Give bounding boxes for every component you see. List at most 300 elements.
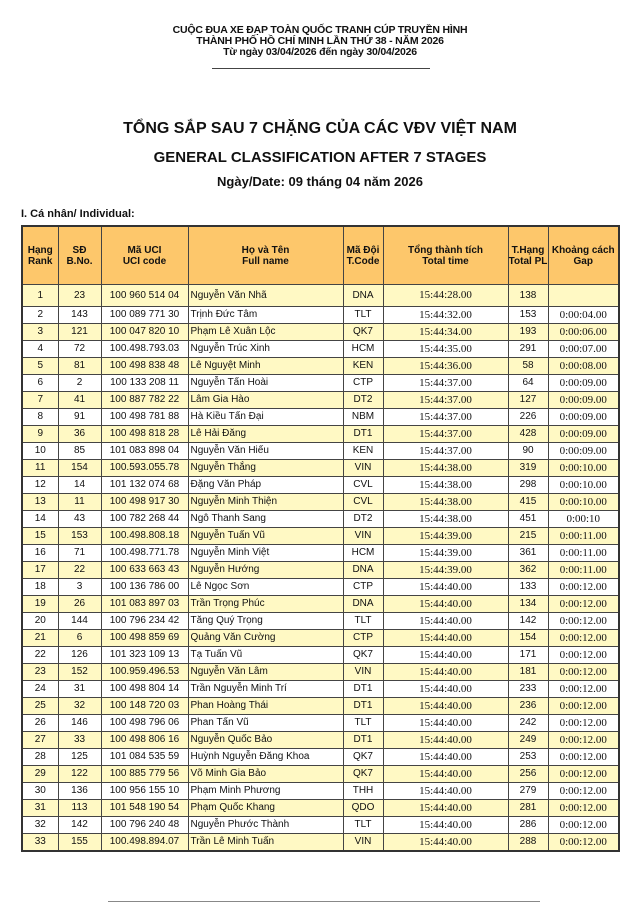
cell-rank: 21 (22, 630, 58, 647)
column-header-uci-code (101, 226, 188, 285)
column-header-vn: T.Hạng (511, 244, 545, 256)
cell-rank: 5 (22, 358, 58, 375)
cell-gap: 0:00:09.00 (548, 443, 619, 460)
cell-uci: 101 132 074 68 (101, 477, 188, 494)
page-title-en: GENERAL CLASSIFICATION AFTER 7 STAGES (153, 149, 487, 166)
cell-rank: 26 (22, 715, 58, 732)
cell-team: DT1 (343, 732, 383, 749)
cell-team: VIN (343, 460, 383, 477)
cell-team: TLT (343, 613, 383, 630)
cell-gap: 0:00:12.00 (548, 800, 619, 817)
cell-team: DNA (343, 562, 383, 579)
cell-pl: 127 (508, 392, 548, 409)
cell-uci: 101 083 898 04 (101, 443, 188, 460)
cell-name: Phan Tấn Vũ (188, 715, 343, 732)
cell-gap: 0:00:12.00 (548, 749, 619, 766)
cell-name: Lê Hải Đăng (188, 426, 343, 443)
cell-name: Nguyễn Hướng (188, 562, 343, 579)
column-header-team-code (343, 226, 383, 285)
cell-gap: 0:00:11.00 (548, 528, 619, 545)
cell-name: Hà Kiều Tấn Đại (188, 409, 343, 426)
cell-pl: 236 (508, 698, 548, 715)
table-row (22, 596, 619, 613)
cell-bno: 33 (58, 732, 101, 749)
cell-bno: 11 (58, 494, 101, 511)
column-header-en: Full name (242, 255, 289, 267)
cell-gap: 0:00:12.00 (548, 596, 619, 613)
cell-time: 15:44:40.00 (383, 698, 508, 715)
cell-gap (548, 285, 619, 307)
cell-rank: 13 (22, 494, 58, 511)
cell-uci: 100 136 786 00 (101, 579, 188, 596)
cell-name: Lê Nguyệt Minh (188, 358, 343, 375)
table-row (22, 732, 619, 749)
cell-gap: 0:00:11.00 (548, 562, 619, 579)
cell-time: 15:44:40.00 (383, 715, 508, 732)
column-header-bib-number (58, 226, 101, 285)
cell-rank: 7 (22, 392, 58, 409)
cell-uci: 100 887 782 22 (101, 392, 188, 409)
column-header-en: Gap (573, 255, 593, 267)
cell-bno: 2 (58, 375, 101, 392)
cell-team: DT1 (343, 426, 383, 443)
cell-name: Nguyễn Văn Lâm (188, 664, 343, 681)
table-row (22, 749, 619, 766)
cell-uci: 100.498.793.03 (101, 341, 188, 358)
cell-pl: 415 (508, 494, 548, 511)
cell-pl: 291 (508, 341, 548, 358)
cell-name: Huỳnh Nguyễn Đăng Khoa (188, 749, 343, 766)
column-header-vn: Mã Đội (346, 244, 380, 256)
cell-name: Quảng Văn Cường (188, 630, 343, 647)
cell-bno: 146 (58, 715, 101, 732)
cell-pl: 319 (508, 460, 548, 477)
cell-bno: 23 (58, 285, 101, 307)
cell-time: 15:44:39.00 (383, 545, 508, 562)
cell-pl: 242 (508, 715, 548, 732)
cell-time: 15:44:40.00 (383, 834, 508, 852)
cell-uci: 100 498 917 30 (101, 494, 188, 511)
cell-rank: 10 (22, 443, 58, 460)
column-header-en: Total PL (508, 255, 548, 267)
cell-bno: 85 (58, 443, 101, 460)
cell-name: Nguyễn Phước Thành (188, 817, 343, 834)
cell-pl: 154 (508, 630, 548, 647)
cell-gap: 0:00:08.00 (548, 358, 619, 375)
column-header-vn: Họ và Tên (241, 244, 290, 256)
table-row (22, 715, 619, 732)
column-header-vn: Mã UCI (127, 244, 162, 256)
cell-time: 15:44:39.00 (383, 562, 508, 579)
cell-pl: 215 (508, 528, 548, 545)
cell-uci: 100.959.496.53 (101, 664, 188, 681)
cell-name: Phạm Lê Xuân Lộc (188, 324, 343, 341)
cell-name: Trần Lê Minh Tuấn (188, 834, 343, 852)
cell-team: HCM (343, 341, 383, 358)
cell-bno: 81 (58, 358, 101, 375)
cell-name: Đặng Văn Pháp (188, 477, 343, 494)
cell-team: QDO (343, 800, 383, 817)
table-row (22, 392, 619, 409)
cell-gap: 0:00:12.00 (548, 664, 619, 681)
cell-rank: 31 (22, 800, 58, 817)
cell-uci: 100 148 720 03 (101, 698, 188, 715)
cell-pl: 133 (508, 579, 548, 596)
cell-gap: 0:00:12.00 (548, 715, 619, 732)
cell-name: Nguyễn Thắng (188, 460, 343, 477)
cell-time: 15:44:37.00 (383, 409, 508, 426)
cell-bno: 154 (58, 460, 101, 477)
table-row (22, 341, 619, 358)
table-row (22, 528, 619, 545)
cell-uci: 101 084 535 59 (101, 749, 188, 766)
cell-time: 15:44:40.00 (383, 800, 508, 817)
cell-gap: 0:00:06.00 (548, 324, 619, 341)
cell-name: Nguyễn Minh Thiện (188, 494, 343, 511)
cell-team: QK7 (343, 766, 383, 783)
cell-pl: 181 (508, 664, 548, 681)
table-row (22, 511, 619, 528)
cell-time: 15:44:32.00 (383, 307, 508, 324)
event-title-line1: CUỘC ĐUA XE ĐẠP TOÀN QUỐC TRANH CÚP TRUYỀN HÌNH (172, 24, 468, 36)
cell-bno: 72 (58, 341, 101, 358)
column-header-en: Rank (28, 255, 53, 267)
cell-bno: 125 (58, 749, 101, 766)
cell-rank: 4 (22, 341, 58, 358)
table-row (22, 358, 619, 375)
cell-bno: 91 (58, 409, 101, 426)
cell-time: 15:44:40.00 (383, 630, 508, 647)
cell-uci: 100 498 804 14 (101, 681, 188, 698)
cell-team: QK7 (343, 647, 383, 664)
cell-pl: 428 (508, 426, 548, 443)
table-row (22, 562, 619, 579)
cell-team: KEN (343, 443, 383, 460)
cell-time: 15:44:40.00 (383, 647, 508, 664)
cell-time: 15:44:28.00 (383, 285, 508, 307)
cell-bno: 32 (58, 698, 101, 715)
cell-gap: 0:00:12.00 (548, 613, 619, 630)
cell-rank: 23 (22, 664, 58, 681)
table-header-row (22, 226, 619, 285)
cell-rank: 29 (22, 766, 58, 783)
section-label: I. Cá nhân/ Individual: (21, 208, 135, 220)
cell-pl: 138 (508, 285, 548, 307)
cell-team: VIN (343, 664, 383, 681)
cell-rank: 16 (22, 545, 58, 562)
cell-bno: 3 (58, 579, 101, 596)
cell-rank: 1 (22, 285, 58, 307)
cell-name: Nguyễn Văn Nhã (188, 285, 343, 307)
cell-team: DT1 (343, 681, 383, 698)
cell-pl: 253 (508, 749, 548, 766)
cell-name: Nguyễn Tuấn Vũ (188, 528, 343, 545)
column-header-vn: Tổng thành tích (408, 244, 483, 256)
cell-rank: 2 (22, 307, 58, 324)
table-body (22, 285, 619, 852)
table-row (22, 834, 619, 852)
cell-pl: 233 (508, 681, 548, 698)
header-divider (212, 68, 430, 69)
cell-team: DT2 (343, 511, 383, 528)
cell-time: 15:44:37.00 (383, 443, 508, 460)
cell-bno: 6 (58, 630, 101, 647)
cell-pl: 226 (508, 409, 548, 426)
cell-uci: 100 633 663 43 (101, 562, 188, 579)
report-date: Ngày/Date: 09 tháng 04 năm 2026 (217, 174, 423, 189)
cell-bno: 126 (58, 647, 101, 664)
cell-name: Phạm Minh Phương (188, 783, 343, 800)
cell-team: QK7 (343, 324, 383, 341)
cell-bno: 113 (58, 800, 101, 817)
column-header-full-name (188, 226, 343, 285)
cell-uci: 100 960 514 04 (101, 285, 188, 307)
cell-gap: 0:00:10 (548, 511, 619, 528)
table-row (22, 681, 619, 698)
cell-rank: 32 (22, 817, 58, 834)
cell-rank: 17 (22, 562, 58, 579)
table-row (22, 460, 619, 477)
cell-gap: 0:00:12.00 (548, 817, 619, 834)
cell-bno: 43 (58, 511, 101, 528)
cell-rank: 11 (22, 460, 58, 477)
table-row (22, 426, 619, 443)
cell-rank: 33 (22, 834, 58, 852)
cell-name: Trần Trọng Phúc (188, 596, 343, 613)
cell-rank: 30 (22, 783, 58, 800)
cell-rank: 27 (22, 732, 58, 749)
table-row (22, 324, 619, 341)
table-row (22, 375, 619, 392)
cell-time: 15:44:40.00 (383, 596, 508, 613)
table-row (22, 783, 619, 800)
cell-time: 15:44:35.00 (383, 341, 508, 358)
cell-bno: 143 (58, 307, 101, 324)
cell-pl: 288 (508, 834, 548, 852)
cell-team: CVL (343, 477, 383, 494)
cell-uci: 101 548 190 54 (101, 800, 188, 817)
table-row (22, 698, 619, 715)
table-row (22, 613, 619, 630)
cell-uci: 100 047 820 10 (101, 324, 188, 341)
cell-gap: 0:00:10.00 (548, 477, 619, 494)
cell-bno: 22 (58, 562, 101, 579)
cell-gap: 0:00:09.00 (548, 426, 619, 443)
cell-time: 15:44:40.00 (383, 579, 508, 596)
cell-pl: 279 (508, 783, 548, 800)
cell-pl: 249 (508, 732, 548, 749)
cell-rank: 3 (22, 324, 58, 341)
cell-name: Nguyễn Tấn Hoài (188, 375, 343, 392)
cell-pl: 298 (508, 477, 548, 494)
cell-uci: 100 782 268 44 (101, 511, 188, 528)
cell-gap: 0:00:12.00 (548, 579, 619, 596)
cell-uci: 100 498 838 48 (101, 358, 188, 375)
cell-team: DT2 (343, 392, 383, 409)
column-header-rank (22, 226, 58, 285)
cell-time: 15:44:40.00 (383, 783, 508, 800)
classification-table (21, 225, 620, 852)
table-row (22, 766, 619, 783)
event-dates: Từ ngày 03/04/2026 đến ngày 30/04/2026 (223, 46, 417, 58)
cell-name: Nguyễn Văn Hiếu (188, 443, 343, 460)
cell-team: NBM (343, 409, 383, 426)
cell-name: Nguyễn Minh Việt (188, 545, 343, 562)
cell-time: 15:44:38.00 (383, 460, 508, 477)
table-row (22, 545, 619, 562)
cell-team: KEN (343, 358, 383, 375)
cell-bno: 122 (58, 766, 101, 783)
column-header-en: T.Code (346, 255, 380, 267)
cell-time: 15:44:40.00 (383, 749, 508, 766)
cell-gap: 0:00:11.00 (548, 545, 619, 562)
cell-team: TLT (343, 817, 383, 834)
footer-divider (108, 901, 540, 902)
cell-uci: 100 796 234 42 (101, 613, 188, 630)
table-row (22, 579, 619, 596)
cell-time: 15:44:38.00 (383, 494, 508, 511)
cell-team: VIN (343, 528, 383, 545)
cell-name: Tăng Quý Trọng (188, 613, 343, 630)
cell-rank: 18 (22, 579, 58, 596)
cell-time: 15:44:37.00 (383, 392, 508, 409)
cell-bno: 31 (58, 681, 101, 698)
cell-gap: 0:00:04.00 (548, 307, 619, 324)
table-row (22, 494, 619, 511)
cell-gap: 0:00:12.00 (548, 766, 619, 783)
column-header-total-time (383, 226, 508, 285)
cell-team: THH (343, 783, 383, 800)
cell-time: 15:44:36.00 (383, 358, 508, 375)
cell-uci: 100 796 240 48 (101, 817, 188, 834)
cell-team: DNA (343, 285, 383, 307)
cell-pl: 142 (508, 613, 548, 630)
cell-pl: 58 (508, 358, 548, 375)
cell-gap: 0:00:12.00 (548, 630, 619, 647)
column-header-total-pl (508, 226, 548, 285)
cell-team: CTP (343, 630, 383, 647)
cell-rank: 24 (22, 681, 58, 698)
table-row (22, 285, 619, 307)
column-header-gap (548, 226, 619, 285)
table-row (22, 443, 619, 460)
cell-gap: 0:00:09.00 (548, 392, 619, 409)
cell-gap: 0:00:12.00 (548, 647, 619, 664)
cell-team: DNA (343, 596, 383, 613)
cell-time: 15:44:40.00 (383, 817, 508, 834)
cell-gap: 0:00:07.00 (548, 341, 619, 358)
cell-pl: 286 (508, 817, 548, 834)
cell-gap: 0:00:10.00 (548, 494, 619, 511)
cell-time: 15:44:34.00 (383, 324, 508, 341)
column-header-en: Total time (422, 255, 469, 267)
cell-team: QK7 (343, 749, 383, 766)
cell-uci: 100 885 779 56 (101, 766, 188, 783)
cell-uci: 101 323 109 13 (101, 647, 188, 664)
cell-gap: 0:00:10.00 (548, 460, 619, 477)
cell-pl: 281 (508, 800, 548, 817)
cell-gap: 0:00:12.00 (548, 834, 619, 852)
cell-rank: 12 (22, 477, 58, 494)
cell-gap: 0:00:12.00 (548, 732, 619, 749)
cell-pl: 153 (508, 307, 548, 324)
cell-time: 15:44:40.00 (383, 766, 508, 783)
cell-team: DT1 (343, 698, 383, 715)
cell-uci: 100.593.055.78 (101, 460, 188, 477)
cell-pl: 451 (508, 511, 548, 528)
cell-gap: 0:00:12.00 (548, 783, 619, 800)
cell-uci: 100 089 771 30 (101, 307, 188, 324)
table-row (22, 647, 619, 664)
cell-time: 15:44:38.00 (383, 477, 508, 494)
cell-time: 15:44:39.00 (383, 528, 508, 545)
cell-bno: 144 (58, 613, 101, 630)
cell-name: Nguyễn Trúc Xinh (188, 341, 343, 358)
cell-bno: 26 (58, 596, 101, 613)
cell-bno: 136 (58, 783, 101, 800)
cell-name: Lê Ngọc Sơn (188, 579, 343, 596)
cell-name: Phan Hoàng Thái (188, 698, 343, 715)
cell-rank: 9 (22, 426, 58, 443)
cell-name: Trần Nguyễn Minh Trí (188, 681, 343, 698)
cell-time: 15:44:37.00 (383, 375, 508, 392)
cell-pl: 64 (508, 375, 548, 392)
cell-uci: 100 498 859 69 (101, 630, 188, 647)
cell-name: Phạm Quốc Khang (188, 800, 343, 817)
column-header-vn: SĐ (72, 244, 87, 256)
column-header-vn: Hạng (27, 244, 53, 256)
cell-uci: 100.498.771.78 (101, 545, 188, 562)
cell-team: HCM (343, 545, 383, 562)
cell-team: TLT (343, 307, 383, 324)
cell-bno: 36 (58, 426, 101, 443)
cell-pl: 134 (508, 596, 548, 613)
cell-pl: 171 (508, 647, 548, 664)
cell-gap: 0:00:09.00 (548, 375, 619, 392)
cell-team: TLT (343, 715, 383, 732)
page-title-vn: TỔNG SẮP SAU 7 CHẶNG CỦA CÁC VĐV VIỆT NAM (123, 120, 517, 137)
cell-rank: 6 (22, 375, 58, 392)
cell-rank: 8 (22, 409, 58, 426)
cell-uci: 101 083 897 03 (101, 596, 188, 613)
cell-uci: 100.498.894.07 (101, 834, 188, 852)
cell-uci: 100 498 806 16 (101, 732, 188, 749)
cell-gap: 0:00:12.00 (548, 681, 619, 698)
cell-name: Võ Minh Gia Bảo (188, 766, 343, 783)
table-row (22, 800, 619, 817)
cell-pl: 256 (508, 766, 548, 783)
cell-bno: 14 (58, 477, 101, 494)
cell-name: Ngô Thanh Sang (188, 511, 343, 528)
cell-uci: 100.498.808.18 (101, 528, 188, 545)
cell-bno: 155 (58, 834, 101, 852)
cell-pl: 362 (508, 562, 548, 579)
column-header-vn: Khoảng cách (551, 244, 615, 256)
column-header-en: B.No. (66, 255, 93, 267)
cell-team: CTP (343, 375, 383, 392)
cell-team: VIN (343, 834, 383, 852)
cell-pl: 193 (508, 324, 548, 341)
cell-name: Trịnh Đức Tâm (188, 307, 343, 324)
cell-uci: 100 133 208 11 (101, 375, 188, 392)
cell-time: 15:44:40.00 (383, 613, 508, 630)
table-row (22, 307, 619, 324)
table-row (22, 664, 619, 681)
table-row (22, 409, 619, 426)
table-row (22, 630, 619, 647)
cell-rank: 19 (22, 596, 58, 613)
event-title-line2: THÀNH PHỐ HỒ CHÍ MINH LẦN THỨ 38 - NĂM 2026 (196, 35, 444, 47)
